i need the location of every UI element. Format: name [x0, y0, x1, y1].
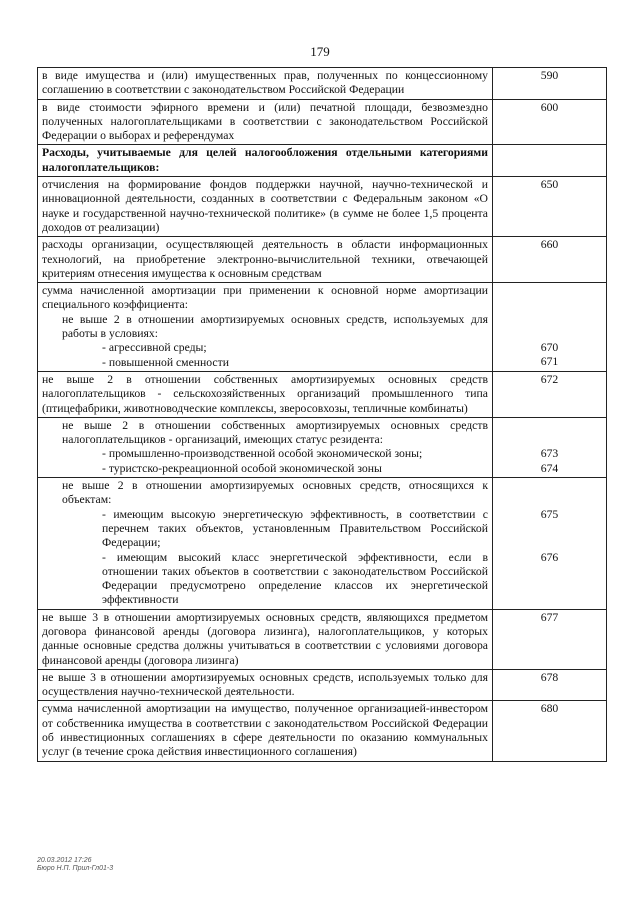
row-code: 672 — [493, 371, 607, 417]
row-text: сумма начисленной амортизации на имущество, полученное организацией-инвестором от собственника имущества в соответствии с законодательством Российской Федерации об инвестиционных соглашениях в сфере деятельности по оказанию коммунальных услуг (в течение срока действия инвестиционного соглашения) — [38, 701, 493, 761]
page-number: 179 — [310, 44, 330, 59]
row-code: 600 — [493, 99, 607, 145]
table-row — [38, 609, 607, 669]
row-item: - имеющим высокий класс энергетической эффективности, если в отношении таких объектов в соответствии с законодательством Российской Федерации предусмотрено определение классов их энергетической эффективности — [102, 550, 488, 607]
row-code: 671 — [540, 355, 559, 369]
row-item: - повышенной сменности — [102, 355, 229, 369]
row-text: в виде имущества и (или) имущественных прав, полученных по концессионному соглашению в соответствии с законодательством Российской Федерации — [38, 68, 493, 100]
row-code: 678 — [493, 669, 607, 701]
row-item: - промышленно-производственной особой экономической зоны; — [102, 447, 423, 461]
row-code: 674 — [540, 461, 559, 475]
row-code: 680 — [493, 701, 607, 761]
codes-table — [37, 67, 607, 762]
row-code: 676 — [540, 550, 559, 564]
print-timestamp: 20.03.2012 17:26 — [37, 857, 92, 864]
row-text: не выше 2 в отношении собственных амортизируемых основных средств налогоплательщиков - сельскохозяйственных организаций промышленного типа (птицефабрики, животноводческие комплексы, зверосовхозы, тепличные комбинаты) — [38, 371, 493, 417]
row-code: 675 — [540, 507, 559, 521]
table-row — [38, 99, 607, 145]
row-code — [493, 145, 607, 177]
table-row — [38, 177, 607, 237]
print-source: Бюро Н.П. Прил-Гл01-3 — [37, 865, 114, 872]
table-row — [38, 417, 607, 477]
row-text: не выше 3 в отношении амортизируемых основных средств, являющихся предметом договора финансовой аренды (договора лизинга), налогоплательщиков, у которых данные основные средства должны учитываться в соответствии с условиями договора финансовой аренды (договора лизинга) — [38, 609, 493, 669]
row-subheading: не выше 2 в отношении амортизируемых основных средств, относящихся к объектам: — [62, 479, 488, 507]
row-code: 673 — [540, 447, 559, 461]
row-code-cell — [493, 283, 607, 372]
row-item: - туристско-рекреационной особой экономической зоны — [102, 461, 382, 475]
row-subheading: не выше 2 в отношении собственных амортизируемых основных средств налогоплательщиков - организаций, имеющих статус резидента: — [62, 418, 488, 447]
row-text — [38, 283, 493, 372]
row-text: расходы организации, осуществляющей деятельность в области информационных технологий, на приобретение электронно-вычислительной техники, отвечающей критериям отнесения имущества к основным средствам — [38, 237, 493, 283]
row-item: - имеющим высокую энергетическую эффективность, в соответствии с перечнем таких объектов, установленным Правительством Российской Федерации; — [102, 507, 488, 550]
row-code: 590 — [493, 68, 607, 100]
section-heading: Расходы, учитываемые для целей налогообложения отдельными категориями налогоплательщиков: — [38, 145, 493, 177]
row-text — [38, 478, 493, 610]
row-code: 677 — [493, 609, 607, 669]
table-row — [38, 237, 607, 283]
table-row — [38, 669, 607, 701]
table-row — [38, 371, 607, 417]
table-row — [38, 701, 607, 761]
table-row — [38, 145, 607, 177]
row-item: - агрессивной среды; — [102, 341, 207, 355]
row-text — [38, 417, 493, 477]
row-subheading: не выше 2 в отношении амортизируемых основных средств, используемых для работы в условиях: — [62, 312, 488, 341]
row-code-cell — [493, 417, 607, 477]
print-footer — [37, 857, 113, 873]
table-row — [38, 283, 607, 372]
row-text: отчисления на формирование фондов поддержки научной, научно-технической и инновационной деятельности, созданных в соответствии с Федеральным законом «О науке и государственной научно-технической политике» (в сумме не более 1,5 процента доходов от реализации) — [38, 177, 493, 237]
table-row — [38, 478, 607, 610]
row-code: 650 — [493, 177, 607, 237]
table-row — [38, 68, 607, 100]
row-code-cell — [493, 478, 607, 610]
row-code: 660 — [493, 237, 607, 283]
row-code: 670 — [540, 341, 559, 355]
row-text: в виде стоимости эфирного времени и (или) печатной площади, безвозмездно полученных налогоплательщиками в соответствии с законодательством Российской Федерации о выборах и референдумах — [38, 99, 493, 145]
row-text: не выше 3 в отношении амортизируемых основных средств, используемых только для осуществления научно-технической деятельности. — [38, 669, 493, 701]
row-intro: сумма начисленной амортизации при применении к основной норме амортизации специального коэффициента: — [42, 284, 488, 312]
